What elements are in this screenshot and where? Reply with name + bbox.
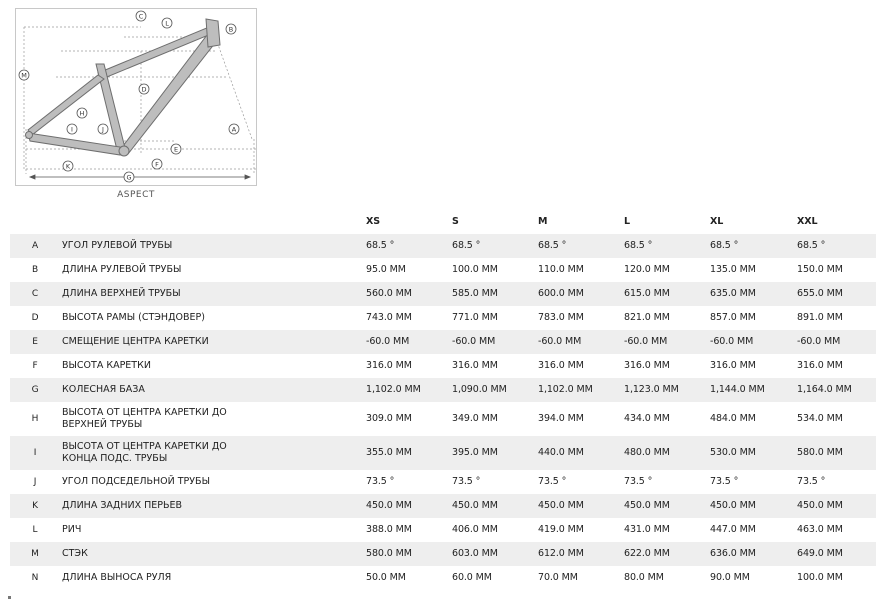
row-letter: G [31, 385, 39, 395]
down-tube [120, 35, 215, 154]
marker-m-label: M [21, 71, 27, 80]
row-param: ВЫСОТА ОТ ЦЕНТРА КАРЕТКИ ДО ВЕРХНЕЙ ТРУБЫ [62, 407, 227, 430]
rear-dropout [26, 132, 33, 139]
row-value: 655.0 MM [797, 288, 843, 299]
row-param: ДЛИНА РУЛЕВОЙ ТРУБЫ [62, 264, 182, 275]
row-value: 73.5 ° [366, 476, 395, 487]
marker-e [171, 144, 181, 154]
row-value: 821.0 MM [624, 312, 670, 323]
table-row [10, 402, 876, 436]
table-row [10, 494, 876, 518]
row-value: 110.0 MM [538, 264, 584, 275]
row-value: 68.5 ° [624, 240, 653, 251]
seat-stay [28, 75, 104, 135]
row-value: 316.0 MM [710, 360, 756, 371]
row-value: 635.0 MM [710, 288, 756, 299]
row-value: 135.0 MM [710, 264, 756, 275]
marker-h [77, 108, 87, 118]
header-letter [10, 209, 60, 234]
row-letter: D [31, 313, 39, 323]
marker-g-label: G [126, 173, 132, 182]
marker-d-label: D [141, 85, 147, 94]
dimension-guides [24, 27, 256, 174]
row-value: 68.5 ° [452, 240, 481, 251]
table-row [10, 258, 876, 282]
row-value: 771.0 MM [452, 312, 498, 323]
row-value: 73.5 ° [710, 476, 739, 487]
row-value: 100.0 MM [797, 572, 843, 583]
row-value: 50.0 MM [366, 572, 406, 583]
table-row [10, 470, 876, 494]
table-row [10, 354, 876, 378]
row-value: 349.0 MM [452, 413, 498, 424]
row-value: 585.0 MM [452, 288, 498, 299]
marker-l-label: L [165, 19, 169, 28]
row-letter: M [31, 549, 39, 559]
table-row [10, 542, 876, 566]
table-row [10, 566, 876, 590]
row-letter: K [32, 501, 38, 511]
row-value: 95.0 MM [366, 264, 406, 275]
marker-e-label: E [173, 145, 179, 154]
row-letter: N [31, 573, 39, 583]
row-value: 612.0 MM [538, 548, 584, 559]
row-letter: I [33, 448, 37, 458]
marker-i [67, 124, 77, 134]
row-letter: J [33, 477, 37, 487]
wheelbase-arrow [30, 175, 250, 179]
row-value: 70.0 MM [538, 572, 578, 583]
row-value: 388.0 MM [366, 524, 412, 535]
row-value: 68.5 ° [538, 240, 567, 251]
marker-b-label: B [228, 25, 234, 34]
row-value: 316.0 MM [538, 360, 584, 371]
header-size-m: M [538, 215, 548, 227]
row-value: 450.0 MM [452, 500, 498, 511]
row-value: 440.0 MM [538, 447, 584, 458]
marker-k-label: K [65, 162, 71, 171]
marker-f-label: F [155, 160, 159, 169]
header-size-xl: XL [710, 215, 724, 227]
row-letter: B [31, 265, 39, 275]
row-value: 316.0 MM [624, 360, 670, 371]
marker-f [152, 159, 162, 169]
row-value: 316.0 MM [452, 360, 498, 371]
marker-d [139, 84, 149, 94]
geometry-table [10, 209, 876, 590]
row-value: -60.0 MM [710, 336, 754, 347]
row-letter: C [31, 289, 39, 299]
row-param: ДЛИНА ВЕРХНЕЙ ТРУБЫ [62, 288, 181, 299]
row-param: РИЧ [62, 524, 82, 535]
row-value: -60.0 MM [452, 336, 496, 347]
row-param: ВЫСОТА КАРЕТКИ [62, 360, 151, 371]
row-value: 419.0 MM [538, 524, 584, 535]
row-value: 857.0 MM [710, 312, 756, 323]
row-value: 603.0 MM [452, 548, 498, 559]
row-param: СТЭК [62, 548, 88, 559]
marker-j-label: J [102, 125, 104, 134]
row-value: 450.0 MM [624, 500, 670, 511]
row-letter: F [32, 361, 38, 371]
row-param: УГОЛ РУЛЕВОЙ ТРУБЫ [62, 240, 173, 251]
row-value: 450.0 MM [366, 500, 412, 511]
table-row [10, 436, 876, 470]
row-value: 600.0 MM [538, 288, 584, 299]
page-corner-mark [8, 596, 11, 599]
table-row [10, 306, 876, 330]
header-param [60, 209, 366, 234]
row-param: КОЛЕСНАЯ БАЗА [62, 384, 145, 395]
row-value: 783.0 MM [538, 312, 584, 323]
row-value: 73.5 ° [452, 476, 481, 487]
head-tube [206, 19, 220, 47]
marker-l [162, 18, 172, 28]
geometry-diagram [15, 8, 257, 186]
header-size-xs: XS [366, 215, 380, 227]
table-row [10, 234, 876, 258]
row-value: 73.5 ° [797, 476, 826, 487]
row-value: 1,102.0 MM [538, 384, 593, 395]
diagram-caption: ASPECT [117, 190, 155, 200]
wheelbase-arrowhead-left [30, 175, 35, 179]
row-param: ВЫСОТА РАМЫ (СТЭНДОВЕР) [62, 312, 205, 323]
table-row [10, 282, 876, 306]
frame [26, 19, 221, 156]
row-value: 395.0 MM [452, 447, 498, 458]
row-value: 891.0 MM [797, 312, 843, 323]
row-value: 580.0 MM [366, 548, 412, 559]
row-value: 68.5 ° [366, 240, 395, 251]
row-value: -60.0 MM [624, 336, 668, 347]
table-row [10, 330, 876, 354]
row-value: 60.0 MM [452, 572, 492, 583]
header-size-xxl: XXL [797, 215, 818, 227]
marker-g [124, 172, 134, 182]
row-value: -60.0 MM [366, 336, 410, 347]
row-value: 450.0 MM [710, 500, 756, 511]
row-value: 1,102.0 MM [366, 384, 421, 395]
row-value: 73.5 ° [624, 476, 653, 487]
row-value: 309.0 MM [366, 413, 412, 424]
row-value: 1,123.0 MM [624, 384, 679, 395]
row-letter: A [31, 241, 39, 251]
row-value: 394.0 MM [538, 413, 584, 424]
row-value: 355.0 MM [366, 447, 412, 458]
bike-frame-diagram [16, 9, 258, 187]
marker-a [229, 124, 239, 134]
row-value: 615.0 MM [624, 288, 670, 299]
marker-c [136, 11, 146, 21]
row-value: 316.0 MM [366, 360, 412, 371]
row-value: 447.0 MM [710, 524, 756, 535]
marker-m [19, 70, 29, 80]
row-value: 560.0 MM [366, 288, 412, 299]
row-value: 1,164.0 MM [797, 384, 852, 395]
table-header-row [10, 209, 876, 234]
row-value: 150.0 MM [797, 264, 843, 275]
row-letter: L [32, 525, 38, 535]
row-param: УГОЛ ПОДСЕДЕЛЬНОЙ ТРУБЫ [62, 476, 210, 487]
marker-c-label: C [138, 12, 144, 21]
marker-j [98, 124, 108, 134]
table-row [10, 378, 876, 402]
row-value: 649.0 MM [797, 548, 843, 559]
header-size-l: L [624, 215, 630, 227]
marker-b [226, 24, 236, 34]
marker-k [63, 161, 73, 171]
row-value: 480.0 MM [624, 447, 670, 458]
row-value: 73.5 ° [538, 476, 567, 487]
bottom-bracket [119, 146, 129, 156]
row-param: ВЫСОТА ОТ ЦЕНТРА КАРЕТКИ ДО КОНЦА ПОДС. ТРУБЫ [62, 441, 227, 464]
header-size-s: S [452, 215, 459, 227]
row-value: 484.0 MM [710, 413, 756, 424]
wheelbase-arrowhead-right [245, 175, 250, 179]
row-value: 450.0 MM [538, 500, 584, 511]
row-value: 622.0 MM [624, 548, 670, 559]
row-value: 463.0 MM [797, 524, 843, 535]
row-value: 120.0 MM [624, 264, 670, 275]
row-value: 68.5 ° [710, 240, 739, 251]
marker-h-label: H [79, 109, 85, 118]
row-value: -60.0 MM [797, 336, 841, 347]
table-row [10, 518, 876, 542]
row-value: 580.0 MM [797, 447, 843, 458]
row-letter: E [32, 337, 38, 347]
row-param: СМЕЩЕНИЕ ЦЕНТРА КАРЕТКИ [62, 336, 209, 347]
row-value: 100.0 MM [452, 264, 498, 275]
row-param: ДЛИНА ВЫНОСА РУЛЯ [62, 572, 172, 583]
marker-a-label: A [231, 125, 237, 134]
row-value: 431.0 MM [624, 524, 670, 535]
row-value: 80.0 MM [624, 572, 664, 583]
row-value: 1,090.0 MM [452, 384, 507, 395]
chain-stay [28, 133, 120, 155]
row-value: -60.0 MM [538, 336, 582, 347]
row-value: 743.0 MM [366, 312, 412, 323]
row-value: 450.0 MM [797, 500, 843, 511]
row-value: 1,144.0 MM [710, 384, 765, 395]
row-value: 530.0 MM [710, 447, 756, 458]
row-value: 534.0 MM [797, 413, 843, 424]
row-value: 316.0 MM [797, 360, 843, 371]
row-value: 636.0 MM [710, 548, 756, 559]
row-value: 434.0 MM [624, 413, 670, 424]
marker-i-label: I [71, 125, 73, 134]
row-value: 406.0 MM [452, 524, 498, 535]
row-value: 90.0 MM [710, 572, 750, 583]
row-param: ДЛИНА ЗАДНИХ ПЕРЬЕВ [62, 500, 183, 511]
row-value: 68.5 ° [797, 240, 826, 251]
row-letter: H [31, 414, 39, 424]
